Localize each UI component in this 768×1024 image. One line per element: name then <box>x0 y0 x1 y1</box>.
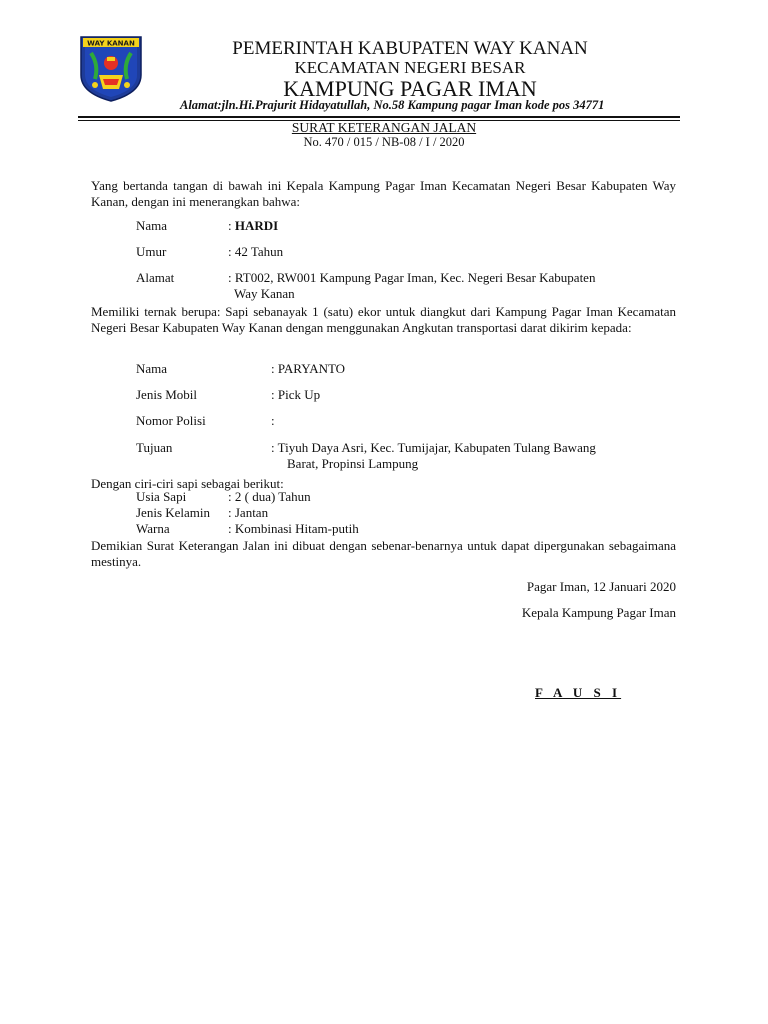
person-age-label: Umur <box>136 244 167 259</box>
signature-name: F A U S I <box>535 685 622 700</box>
person-age-value: : 42 Tahun <box>228 244 284 259</box>
plate-number-value: : <box>271 413 275 428</box>
header-address: Alamat:jln.Hi.Prajurit Hidayatullah, No.58 Kampung pagar Iman kode pos 34771 <box>180 98 605 112</box>
vehicle-type-label: Jenis Mobil <box>136 387 198 402</box>
person-address-value-2: Way Kanan <box>234 286 295 301</box>
recipient-name-value: : PARYANTO <box>271 361 346 376</box>
cow-sex-label: Jenis Kelamin <box>136 505 211 520</box>
closing-paragraph: Demikian Surat Keterangan Jalan ini dibuat dengan sebenar-benarnya untuk dapat dipergunakan sebagaimana mestinya. <box>91 538 676 569</box>
destination-value-2: Barat, Propinsi Lampung <box>287 456 419 471</box>
signature-position: Kepala Kampung Pagar Iman <box>521 605 676 620</box>
cow-age-value: : 2 ( dua) Tahun <box>228 489 311 504</box>
header-divider-thick <box>78 116 680 118</box>
letter-number: No. 470 / 015 / NB-08 / I / 2020 <box>303 135 465 149</box>
svg-text:WAY KANAN: WAY KANAN <box>87 39 135 48</box>
way-kanan-emblem-logo <box>77 35 145 103</box>
cow-color-label: Warna <box>136 521 170 536</box>
plate-number-label: Nomor Polisi <box>136 413 206 428</box>
intro-paragraph: Yang bertanda tangan di bawah ini Kepala Kampung Pagar Iman Kecamatan Negeri Besar Kabupaten Way Kanan, dengan ini menerangkan bahwa: <box>91 178 676 209</box>
cow-sex-value: : Jantan <box>228 505 269 520</box>
header-government: PEMERINTAH KABUPATEN WAY KANAN <box>232 38 588 59</box>
destination-label: Tujuan <box>136 440 173 455</box>
letter-title: SURAT KETERANGAN JALAN <box>291 120 477 135</box>
cow-color-value: : Kombinasi Hitam-putih <box>228 521 359 536</box>
person-address-label: Alamat <box>136 270 175 285</box>
cow-age-label: Usia Sapi <box>136 489 187 504</box>
cargo-paragraph: Memiliki ternak berupa: Sapi sebanayak 1 (satu) ekor untuk diangkut dari Kampung Pagar Iman Kecamatan Negeri Besar Kabupaten Way Kanan dengan menggunakan Angkutan transportasi darat dikirim kepada: <box>91 304 676 335</box>
header-village: KAMPUNG PAGAR IMAN <box>283 76 537 101</box>
header-district: KECAMATAN NEGERI BESAR <box>294 58 526 77</box>
person-address-value-1: : RT002, RW001 Kampung Pagar Iman, Kec. Negeri Besar Kabupaten <box>228 270 596 285</box>
vehicle-type-value: : Pick Up <box>271 387 321 402</box>
person-name-value: : HARDI <box>228 218 279 233</box>
signature-place-date: Pagar Iman, 12 Januari 2020 <box>526 579 676 594</box>
destination-value-1: : Tiyuh Daya Asri, Kec. Tumijajar, Kabupaten Tulang Bawang <box>271 440 596 455</box>
features-intro: Dengan ciri-ciri sapi sebagai berikut: <box>91 476 284 491</box>
recipient-name-label: Nama <box>136 361 168 376</box>
person-name-label: Nama <box>136 218 168 233</box>
